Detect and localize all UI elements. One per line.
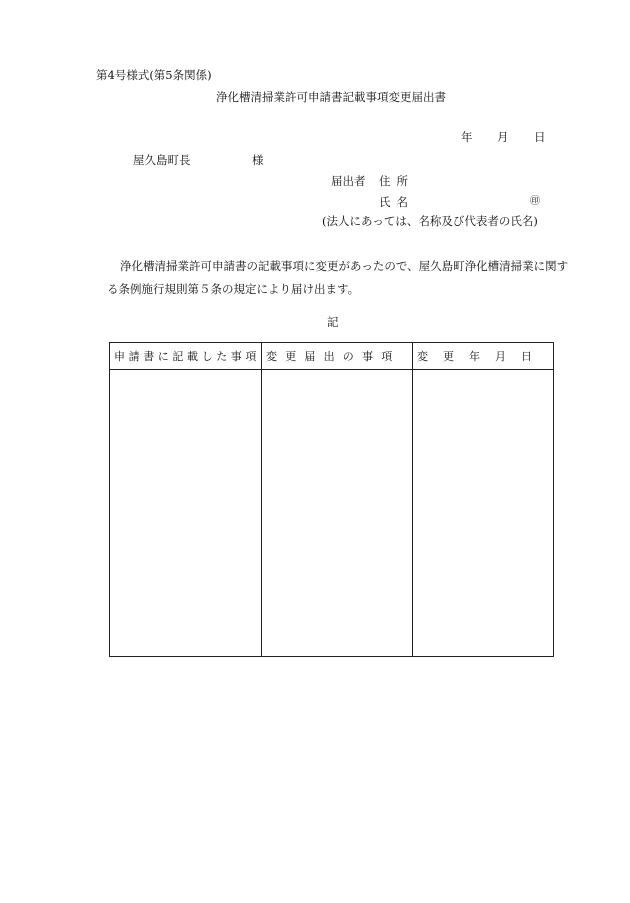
addressee-honorific: 様 xyxy=(252,153,264,167)
name-label: 氏名 xyxy=(379,195,414,209)
date-year-label: 年 xyxy=(461,130,473,144)
addressee-name: 屋久島町長 xyxy=(133,153,191,167)
change-date-cell[interactable] xyxy=(413,370,554,657)
corporate-note: (法人にあっては、名称及び代表者の氏名) xyxy=(322,214,538,228)
applicant-label: 届出者 xyxy=(331,174,366,188)
header-original-entry: 申請書に記載した事項 xyxy=(110,343,262,370)
header-change-date: 変更年月日 xyxy=(413,343,554,370)
change-record-table xyxy=(109,342,554,657)
header-changed-entry: 変更届出の事項 xyxy=(262,343,413,370)
form-number: 第4号様式(第5条関係) xyxy=(96,68,212,82)
notification-body: 浄化槽清掃業許可申請書の記載事項に変更があったので、屋久島町浄化槽清掃業に関する条例施行規則第５条の規定により届け出ます。 xyxy=(107,259,569,296)
date-day-label: 日 xyxy=(534,130,546,144)
changed-entry-cell[interactable] xyxy=(262,370,413,657)
document-title: 浄化槽清掃業許可申請書記載事項変更届出書 xyxy=(216,90,446,104)
address-label: 住所 xyxy=(379,174,414,188)
table-header-row xyxy=(110,343,554,370)
seal-mark: ㊞ xyxy=(530,196,540,207)
original-entry-cell[interactable] xyxy=(110,370,262,657)
table-row xyxy=(110,370,554,657)
date-month-label: 月 xyxy=(497,130,509,144)
ki-heading: 記 xyxy=(327,315,339,329)
